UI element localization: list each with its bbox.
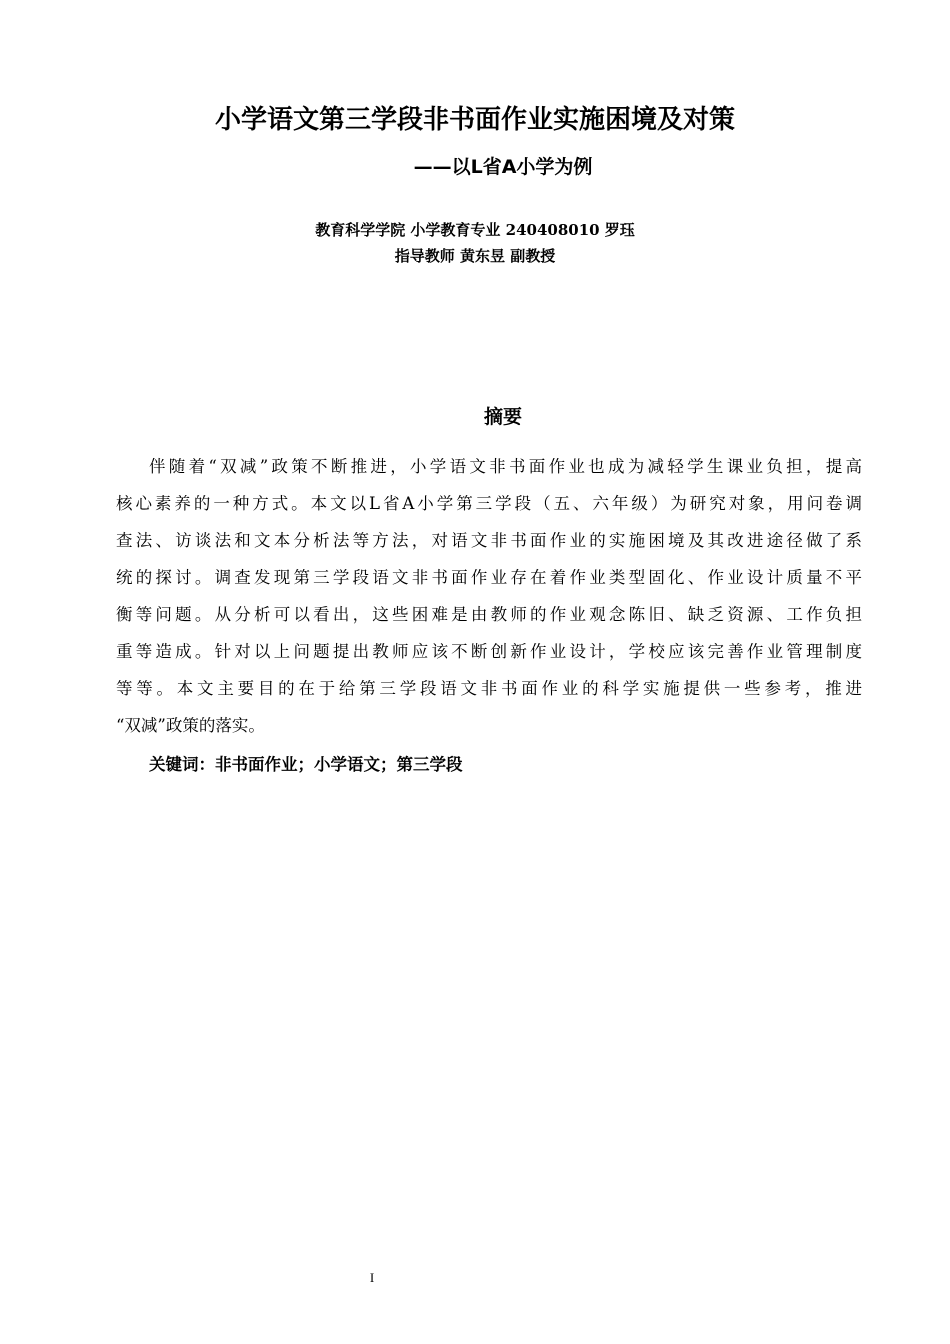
paper-subtitle: ——以L省A小学为例	[413, 156, 593, 178]
abstract-line: 查法、访谈法和文本分析法等方法，对语文非书面作业的实施困境及其改进途径做了系	[116, 531, 862, 550]
abstract-heading: 摘要	[483, 406, 522, 428]
advisor-info: 指导教师 黄东昱 副教授	[394, 247, 556, 265]
page-number: I	[369, 1270, 375, 1285]
abstract-line: 核心素养的一种方式。本文以L省A小学第三学段（五、六年级）为研究对象，用问卷调	[116, 494, 862, 513]
abstract-body	[116, 448, 862, 744]
abstract-line: 衡等问题。从分析可以看出，这些困难是由教师的作业观念陈旧、缺乏资源、工作负担	[116, 605, 862, 624]
author-info: 教育科学学院 小学教育专业 240408010 罗珏	[315, 221, 635, 239]
paper-title: 小学语文第三学段非书面作业实施困境及对策	[214, 105, 735, 135]
abstract-line: “双减”政策的落实。	[116, 716, 265, 735]
keywords: 关键词：非书面作业；小学语文；第三学段	[149, 755, 463, 774]
abstract-line: 等等。本文主要目的在于给第三学段语文非书面作业的科学实施提供一些参考，推进	[116, 679, 862, 698]
abstract-line: 重等造成。针对以上问题提出教师应该不断创新作业设计，学校应该完善作业管理制度	[116, 642, 862, 661]
abstract-line: 伴随着“双减”政策不断推进，小学语文非书面作业也成为减轻学生课业负担，提高	[149, 457, 862, 476]
abstract-line: 统的探讨。调查发现第三学段语文非书面作业存在着作业类型固化、作业设计质量不平	[116, 568, 862, 587]
